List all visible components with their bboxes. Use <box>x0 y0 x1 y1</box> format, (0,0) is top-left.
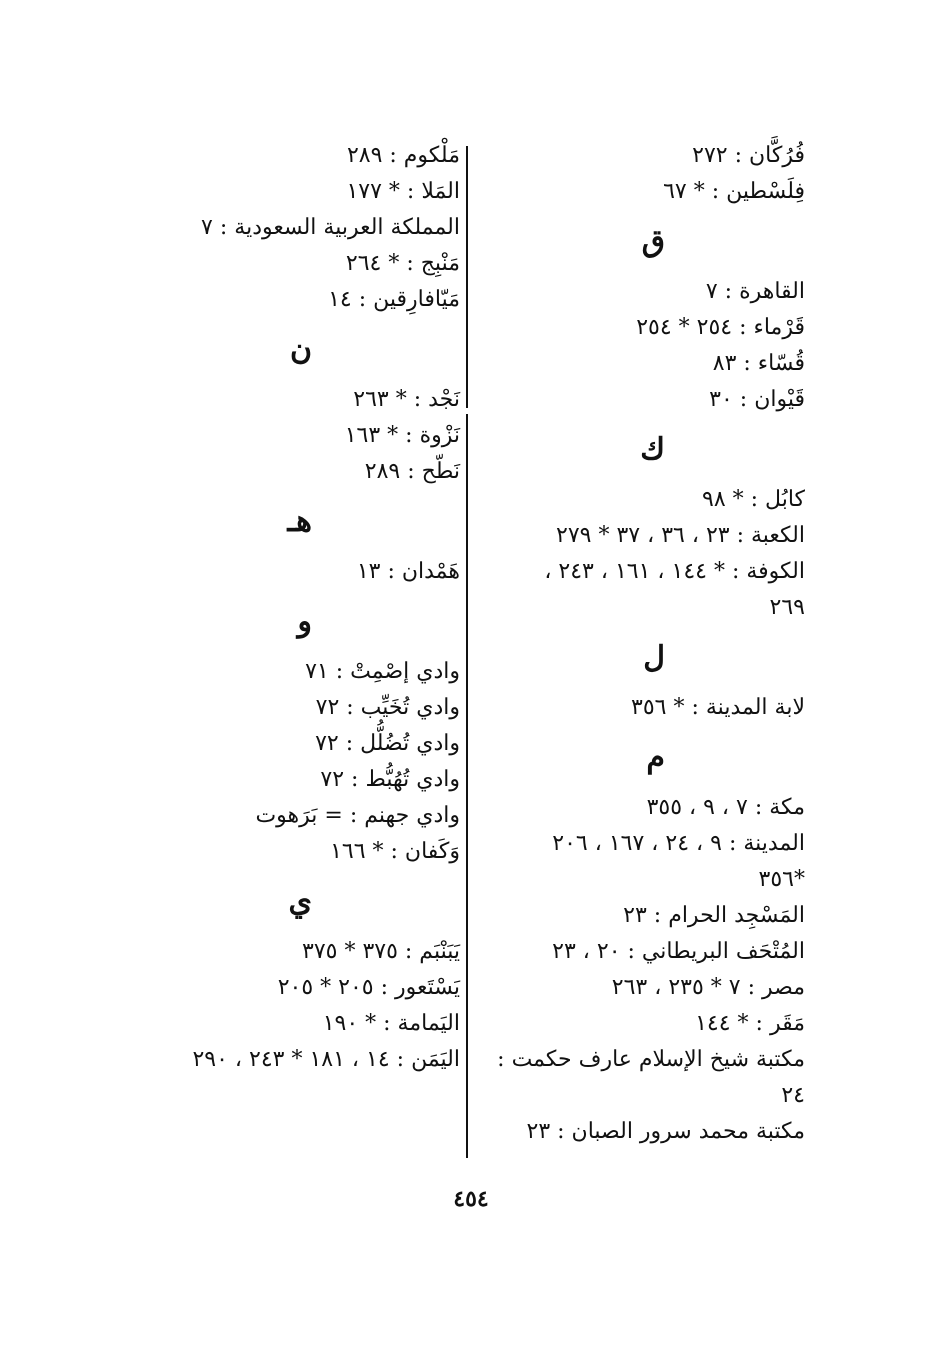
section-letter: و <box>297 604 312 639</box>
section-letter: م <box>646 740 665 775</box>
right-column <box>480 138 805 1150</box>
index-entry: لابة المدينة : * ٣٥٦ <box>631 695 805 720</box>
index-entry: قُسّاء : ٨٣ <box>712 351 805 376</box>
section-letter: ن <box>289 332 312 367</box>
index-entry: مَيّافارِقين : ١٤ <box>328 287 460 312</box>
section-letter: هـ <box>287 504 312 539</box>
index-entry: قَرْماء : ٢٥٤ * ٢٥٤ <box>636 315 805 340</box>
index-entry: وادي تُخَيِّب : ٧٢ <box>315 695 460 720</box>
index-entry: وادي إصْمِتْ : ٧١ <box>305 659 460 684</box>
index-entry: مَقَر : * ١٤٤ <box>695 1011 805 1036</box>
page-number: ٤٥٤ <box>453 1186 489 1212</box>
section-letter: ل <box>643 640 665 675</box>
index-entry: نَجْد : * ٢٦٣ <box>353 387 460 412</box>
index-entry: المَسْجِد الحرام : ٢٣ <box>623 903 805 928</box>
column-divider-lower <box>466 414 468 1158</box>
index-entry: مكة : ٧ ، ٩ ، ٣٥٥ <box>646 795 805 820</box>
index-entry: هَمْدان : ١٣ <box>356 559 460 584</box>
index-entry: نَطّح : ٢٨٩ <box>364 459 460 484</box>
index-entry-continuation: *٣٥٦ <box>758 867 805 892</box>
index-entry: نَزْوة : * ١٦٣ <box>344 423 460 448</box>
index-entry: كابُل : * ٩٨ <box>702 487 805 512</box>
index-entry: فِلَسْطين : * ٦٧ <box>663 179 805 204</box>
left-column <box>140 138 460 1078</box>
index-entry: المَلا : * ١٧٧ <box>346 179 460 204</box>
index-entry: وادي جهنم : = بَرَهوت <box>255 803 460 828</box>
index-entry: مَنْبِج : * ٢٦٤ <box>345 251 460 276</box>
index-entry: القاهرة : ٧ <box>705 279 805 304</box>
index-entry: يَسْتَعور : ٢٠٥ * ٢٠٥ <box>277 975 460 1000</box>
index-entry: وادي تُهُبُّط : ٧٢ <box>320 767 460 792</box>
index-entry: قَيْوان : ٣٠ <box>709 387 805 412</box>
index-entry: الكوفة : * ١٤٤ ، ١٦١ ، ٢٤٣ ، <box>544 559 805 584</box>
index-entry: المُتْحَف البريطاني : ٢٠ ، ٢٣ <box>552 939 805 964</box>
index-entry: مكتبة محمد سرور الصبان : ٢٣ <box>526 1119 805 1144</box>
section-letter: ك <box>640 432 665 467</box>
index-entry: مَلْكوم : ٢٨٩ <box>346 143 460 168</box>
index-entry: المملكة العربية السعودية : ٧ <box>201 215 460 240</box>
index-entry: اليَمَن : ١٤ ، ١٨١ * ٢٤٣ ، ٢٩٠ <box>192 1047 460 1072</box>
index-entry: فُرُكَّان : ٢٧٢ <box>692 143 805 168</box>
index-entry-continuation: ٢٤ <box>781 1083 805 1108</box>
column-divider-upper <box>466 146 468 408</box>
index-entry-continuation: ٢٦٩ <box>769 595 805 620</box>
index-entry: المدينة : ٩ ، ٢٤ ، ١٦٧ ، ٢٠٦ <box>552 831 805 856</box>
index-entry: مصر : ٧ * ٢٣٥ ، ٢٦٣ <box>611 975 805 1000</box>
index-entry: مكتبة شيخ الإسلام عارف حكمت : <box>497 1047 805 1072</box>
section-letter: ي <box>288 884 312 919</box>
index-entry: اليَمامة : * ١٩٠ <box>322 1011 460 1036</box>
index-entry: وَكَفان : * ١٦٦ <box>330 839 460 864</box>
index-entry: وادي تُضُلُّل : ٧٢ <box>315 731 460 756</box>
section-letter: ق <box>641 224 665 259</box>
index-entry: يَبَنْبَم : ٣٧٥ * ٣٧٥ <box>302 939 460 964</box>
index-entry: الكعبة : ٢٣ ، ٣٦ ، ٣٧ * ٢٧٩ <box>556 523 805 548</box>
